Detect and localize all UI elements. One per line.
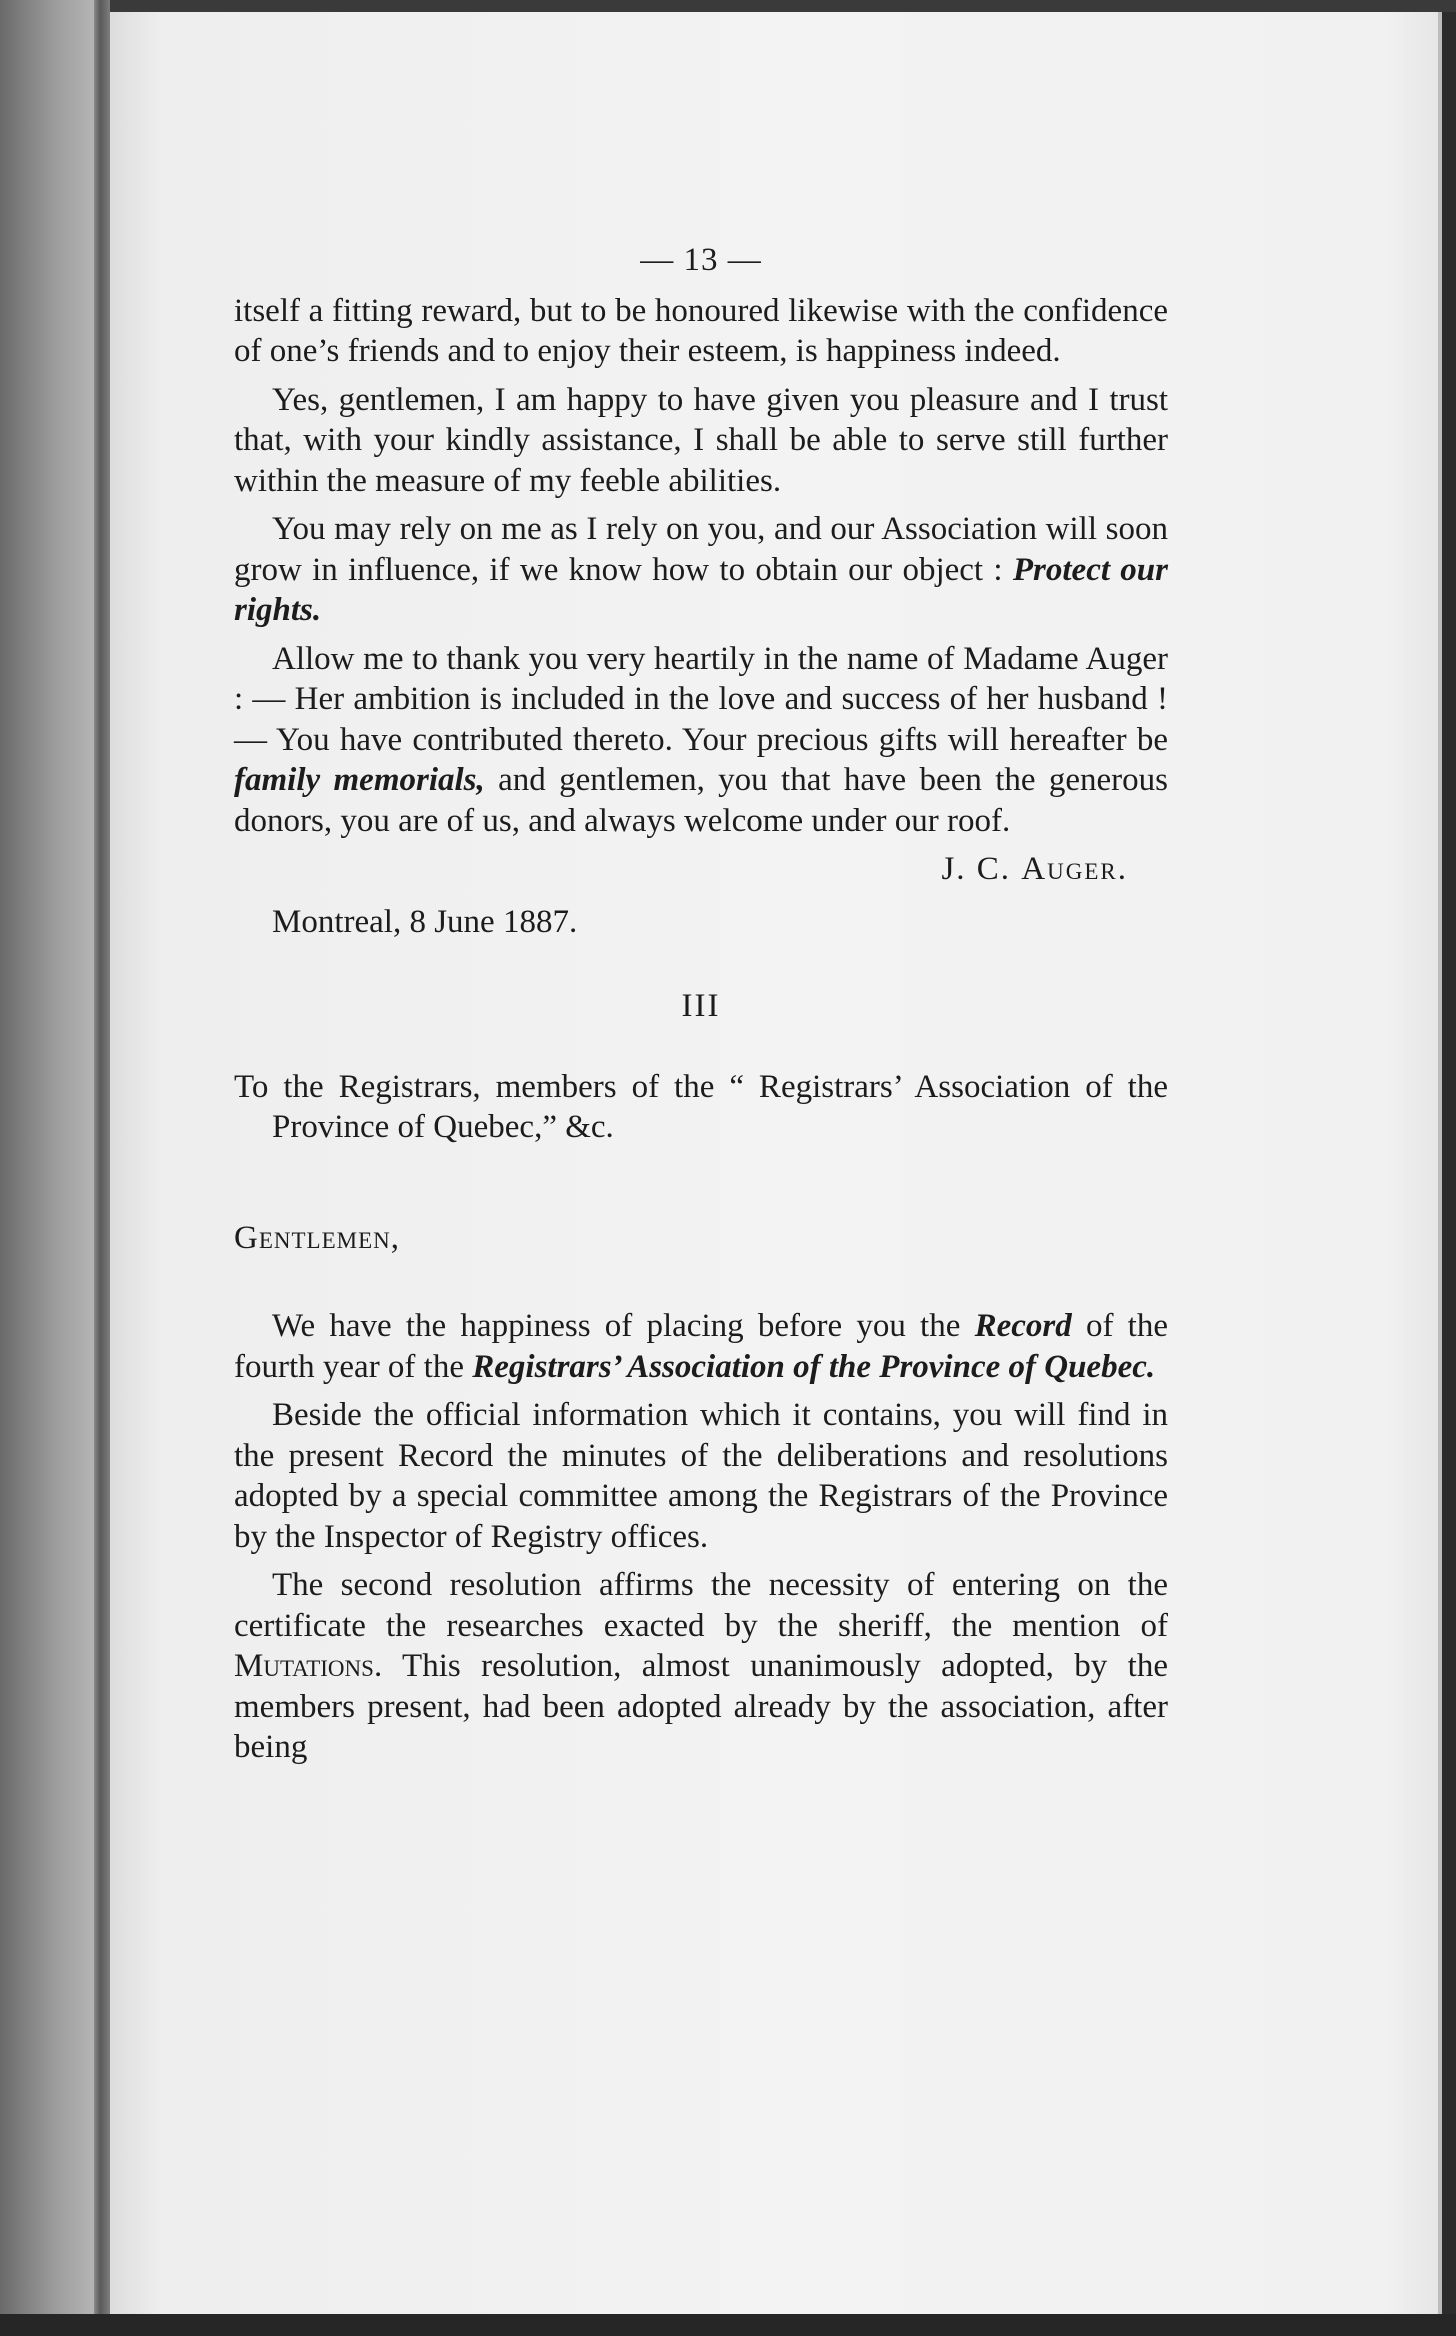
binding-shadow xyxy=(0,0,100,2336)
paragraph: We have the happiness of placing before you the Record of the fourth year of the Registrars’ Association of the Province of Quebec. xyxy=(234,1308,1168,1385)
paragraph: Yes, gentlemen, I am happy to have given you pleasure and I trust that, with your kindly assistance, I shall be able to serve still further within the measure of my feeble abilities. xyxy=(234,381,1168,499)
scan-top-edge xyxy=(0,0,1456,12)
page-text xyxy=(234,240,1168,1776)
salutation: Gentlemen, xyxy=(234,1219,400,1256)
place-date: Montreal, 8 June 1887. xyxy=(272,903,578,940)
emphasis: Registrars’ Association of the Province of Quebec. xyxy=(472,1348,1156,1385)
page-number: — 13 — xyxy=(640,242,762,278)
section-heading: III xyxy=(681,988,721,1024)
paragraph: Beside the official information which it contains, you will find in the present Record the minutes of the deliberations and resolutions adopted by a special committee among the Registrars of the Province by the Inspector of Registry offices. xyxy=(234,1397,1168,1555)
emphasis: Protect our rights. xyxy=(234,551,1169,628)
binding-gutter xyxy=(94,0,110,2336)
paragraph: You may rely on me as I rely on you, and our Association will soon grow in influence, if we know how to obtain our object : Protect our rights. xyxy=(234,511,1169,628)
scan-bottom-edge xyxy=(0,2314,1456,2336)
paragraph: The second resolution affirms the necessity of entering on the certificate the researches exacted by the sheriff, the mention of Mutations. This resolution, almost unanimously adopted, by the members present, had been adopted already by the association, after being xyxy=(234,1567,1168,1765)
paragraph: Allow me to thank you very heartily in the name of Madame Auger : — Her ambition is included in the love and success of her husband ! — You have contributed thereto. Your precious gifts will hereafter be family memorials, and gentlemen, you that have been the generous donors, you are of us, and always welcome under our roof. xyxy=(234,640,1168,839)
emphasis: family memorials, xyxy=(234,762,485,798)
signature: J. C. Auger. xyxy=(941,851,1128,887)
letter-address: To the Registrars, members of the “ Registrars’ Association of the Province of Quebec,” &c. xyxy=(234,1068,1168,1145)
emphasis: Record xyxy=(974,1308,1072,1344)
paragraph-continuation: itself a fitting reward, but to be honoured likewise with the confidence of one’s friends and to enjoy their esteem, is happiness indeed. xyxy=(234,292,1168,369)
small-caps-term: Mutations. xyxy=(234,1648,383,1684)
